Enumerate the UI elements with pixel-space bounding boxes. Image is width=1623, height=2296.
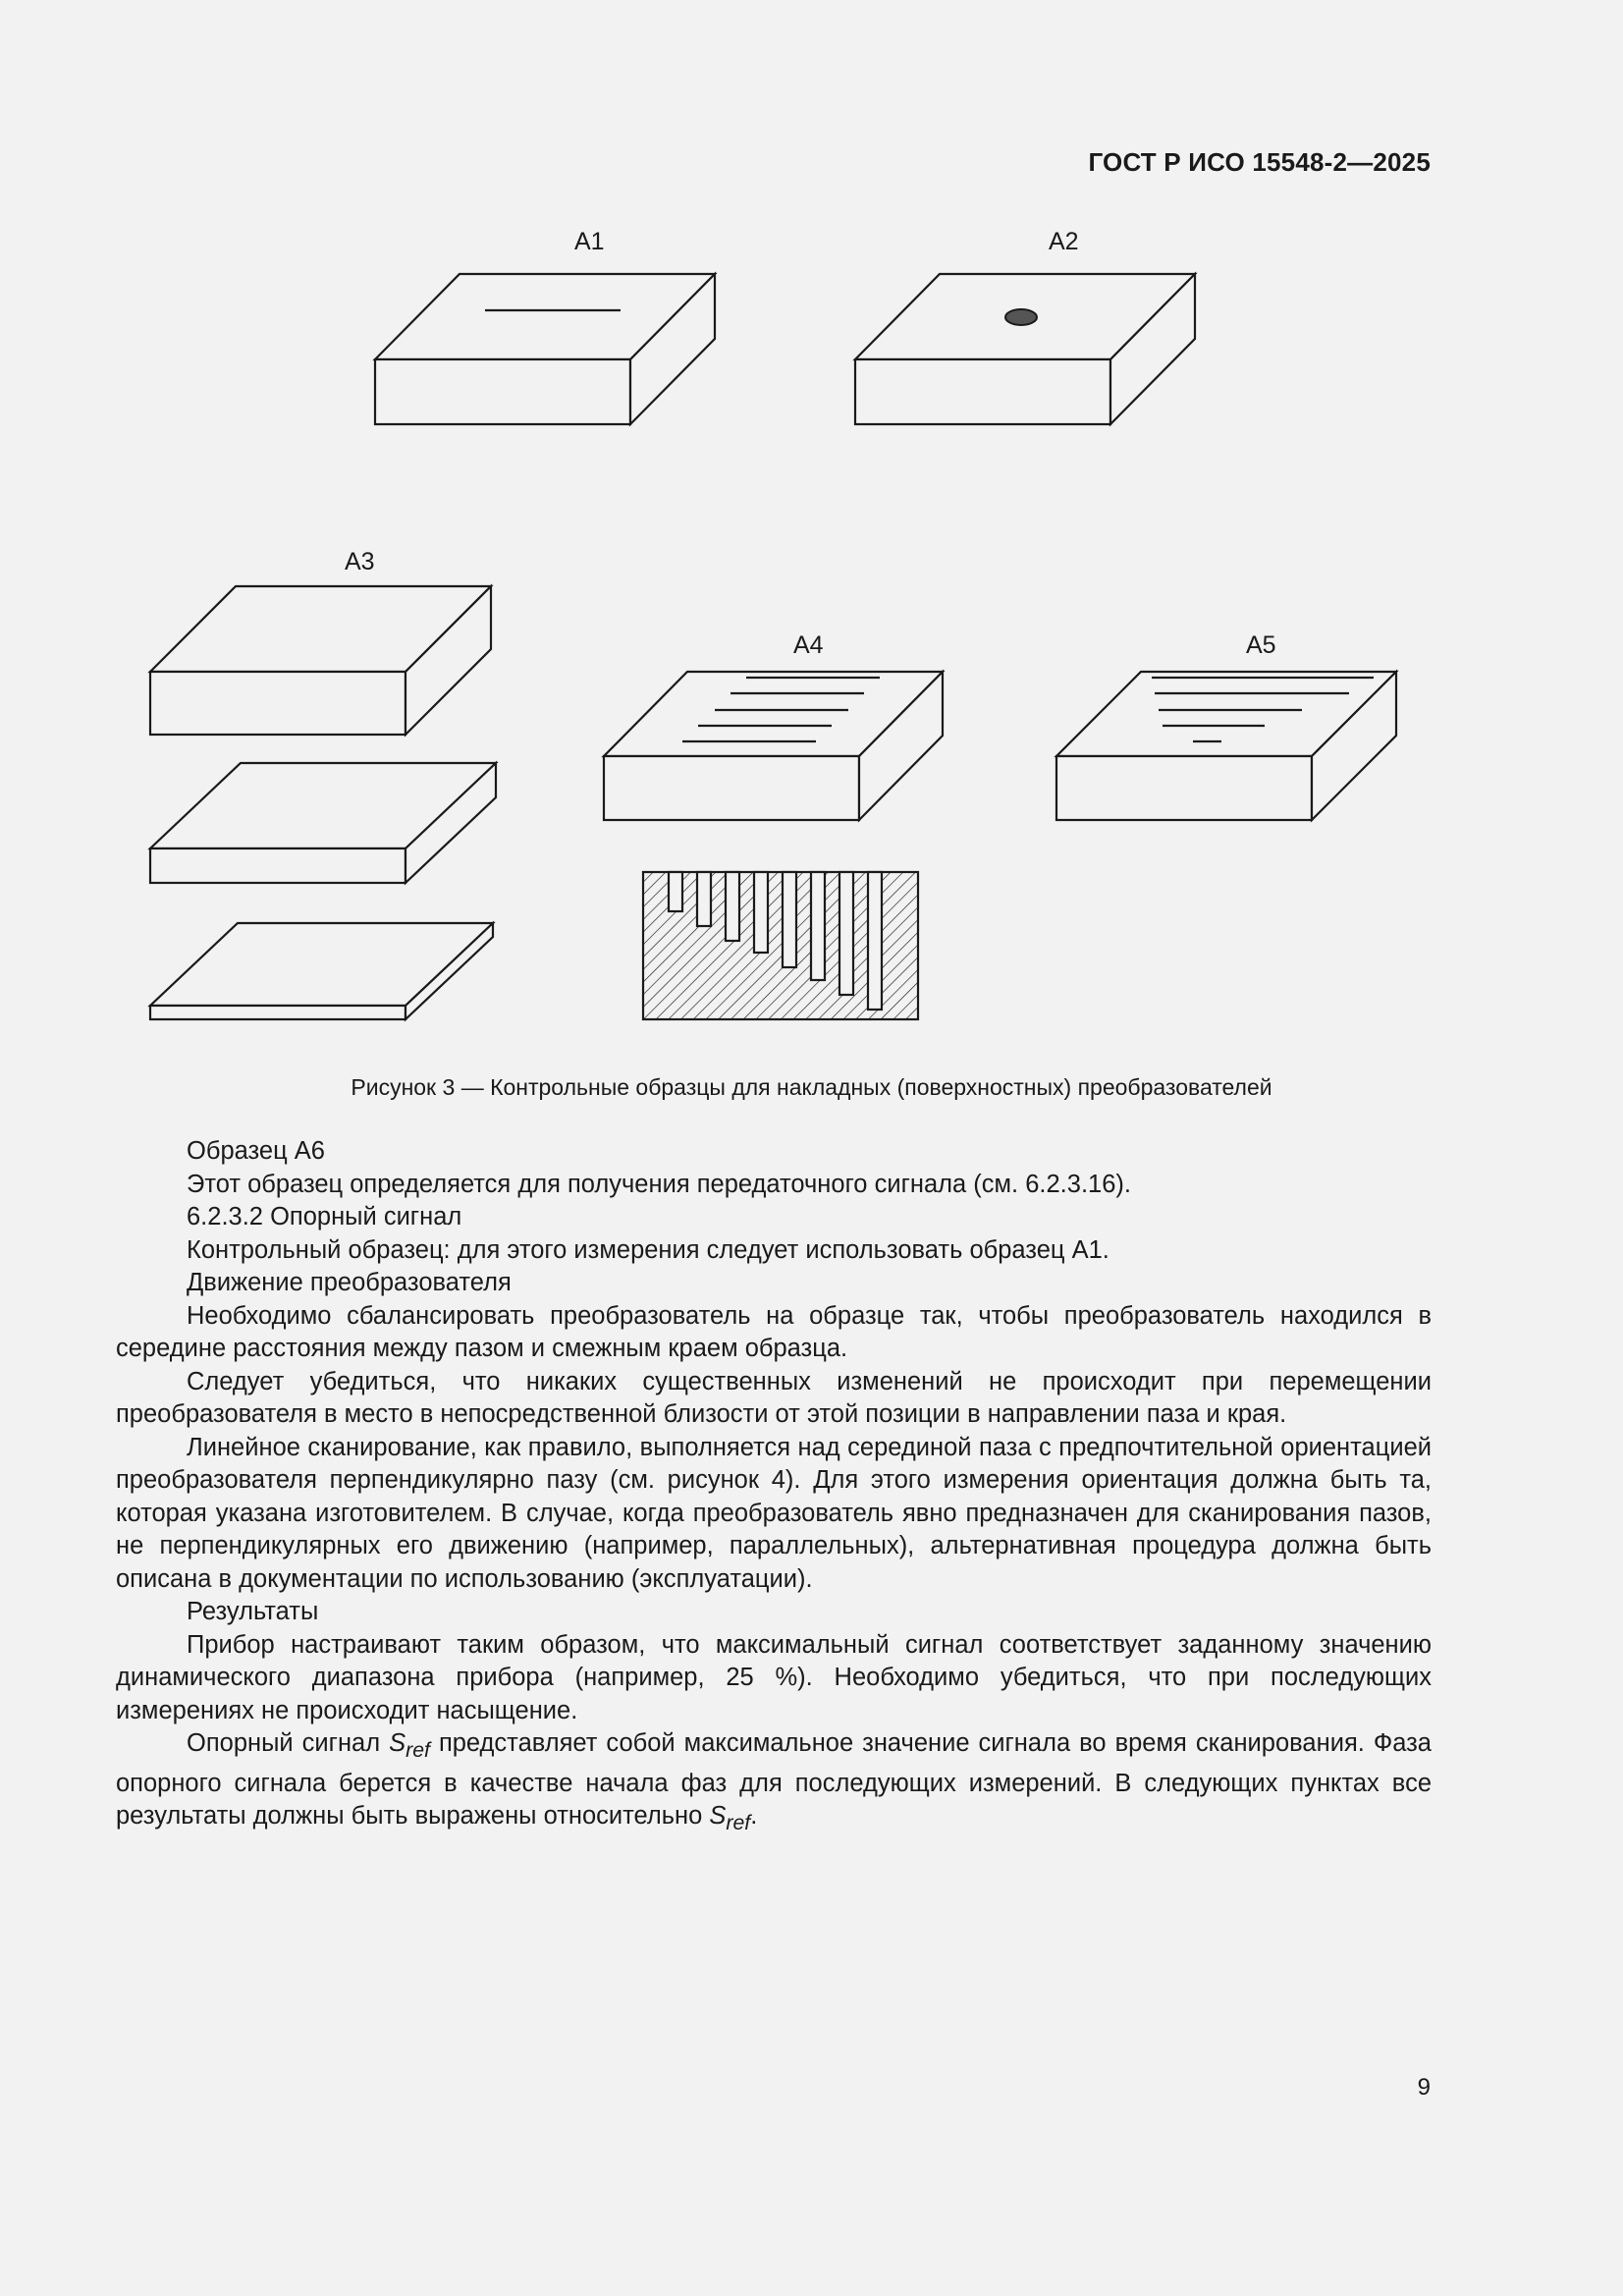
symbol-s-ref xyxy=(389,1729,430,1763)
subheading: Результаты xyxy=(187,1598,319,1625)
document-header: ГОСТ Р ИСО 15548-2—2025 xyxy=(1088,147,1431,177)
sample-a4 xyxy=(604,672,943,820)
paragraph xyxy=(116,1727,1432,1840)
paragraph: Этот образец определяется для получения передаточного сигнала (см. 6.2.3.16). xyxy=(187,1170,1131,1198)
sample-a3-medium xyxy=(150,763,496,883)
figure-caption: Рисунок 3 — Контрольные образцы для накладных (поверхностных) преобразователей xyxy=(351,1074,1272,1100)
page-number: 9 xyxy=(1417,2074,1431,2101)
sample-a6-heading: Образец А6 xyxy=(187,1137,325,1165)
sample-a3-thick xyxy=(150,586,491,735)
text-run: . xyxy=(750,1802,758,1831)
label-a1: A1 xyxy=(574,228,605,255)
text-run: Опорный сигнал xyxy=(187,1729,390,1757)
paragraph: Следует убедиться, что никаких существенных изменений не происходит при перемещении преобразователя в место в непосредственной близости от этой позиции в направлении паза и края. xyxy=(116,1367,1432,1428)
figure-3-samples xyxy=(0,0,1623,1061)
sample-a2 xyxy=(855,274,1195,424)
paragraph: Контрольный образец: для этого измерения следует использовать образец А1. xyxy=(187,1235,1109,1264)
sample-a5 xyxy=(1056,672,1396,820)
section-heading: 6.2.3.2 Опорный сигнал xyxy=(187,1203,462,1230)
symbol-sub-ref: ref xyxy=(726,1811,751,1835)
label-a4: A4 xyxy=(793,631,824,659)
symbol-s-ref xyxy=(709,1802,751,1835)
label-a2: A2 xyxy=(1049,228,1079,255)
sample-a3-thin xyxy=(150,923,493,1019)
text-run: представляет собой максимальное значение сигнала во время сканирования. Фаза опорного сигнала берется в качестве начала фаз для последующих измерений. В следующих пунктах все результаты должны быть выражены относительно xyxy=(116,1729,1432,1831)
body-text xyxy=(116,1135,1432,1840)
paragraph: Прибор настраивают таким образом, что максимальный сигнал соответствует заданному значению динамического диапазона прибора (например, 25 %). Необходимо убедиться, что при последующих измерениях не происходит насыщение. xyxy=(116,1630,1432,1724)
subheading: Движение преобразователя xyxy=(187,1269,512,1296)
label-a3: A3 xyxy=(345,548,375,575)
symbol-s: S xyxy=(709,1802,727,1831)
sample-a1 xyxy=(375,274,715,424)
sample-a4-cross-section xyxy=(643,872,918,1019)
symbol-sub-ref: ref xyxy=(406,1738,430,1763)
hole-mark xyxy=(1005,309,1037,325)
paragraph: Необходимо сбалансировать преобразователь на образце так, чтобы преобразователь находился в середине расстояния между пазом и смежным краем образца. xyxy=(116,1301,1432,1362)
label-a5: A5 xyxy=(1246,631,1276,659)
symbol-s: S xyxy=(389,1729,406,1757)
paragraph: Линейное сканирование, как правило, выполняется над серединой паза с предпочтительной ориентацией преобразователя перпендикулярно пазу (см. рисунок 4). Для этого измерения ориентация должна быть та, которая указана изготовителем. В случае, когда преобразователь явно предназначен для сканирования пазов, не перпендикулярных его движению (например, параллельных), альтернативная процедура должна быть описана в документации по использованию (эксплуатации). xyxy=(116,1433,1432,1593)
